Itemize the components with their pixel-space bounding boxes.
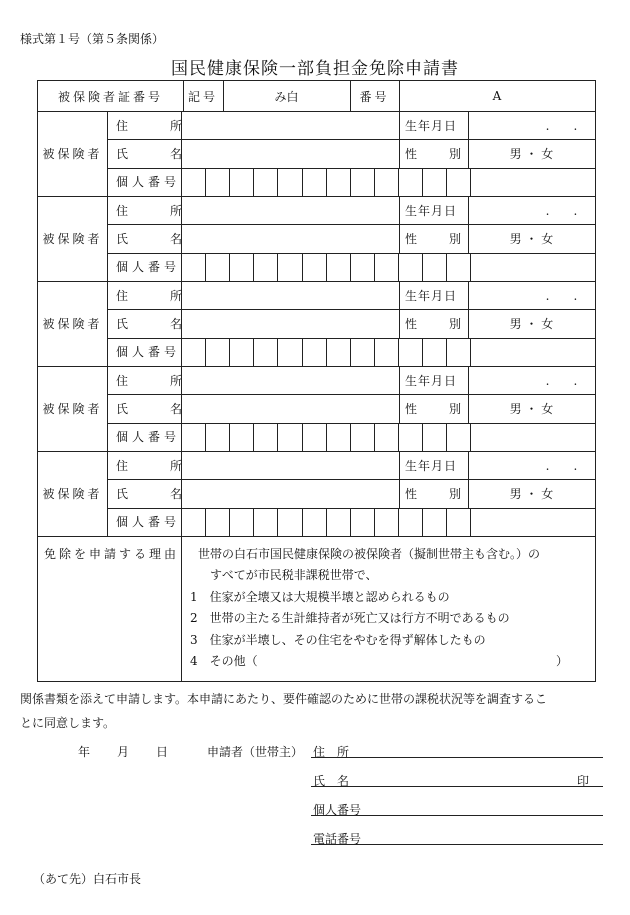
personal-number-digit-box[interactable] — [229, 253, 253, 281]
personal-number-digit-box[interactable] — [422, 253, 446, 281]
address-label — [116, 281, 225, 309]
insured-group-label: 被保険者 — [42, 487, 103, 501]
name-label-text: 氏名 — [116, 146, 225, 161]
personal-number-digit-box[interactable] — [326, 423, 350, 451]
address-label — [116, 451, 225, 479]
birthdate-label: 生年月日 — [405, 288, 458, 303]
personal-number-label: 個人番号 — [116, 175, 181, 190]
personal-number-digit-box[interactable] — [205, 508, 229, 536]
reason-intro-line1: 世帯の白石市国民健康保険の被保険者（擬制世帯主も含む。）の — [198, 547, 541, 561]
date-year[interactable]: 年 — [78, 745, 91, 759]
personal-number-digit-box[interactable] — [446, 508, 470, 536]
personal-number-digit-box[interactable] — [181, 508, 205, 536]
name-field[interactable] — [181, 394, 399, 422]
name-label — [116, 394, 225, 422]
gender-value[interactable]: 男 ・ 女 — [509, 316, 554, 331]
address-field[interactable] — [181, 196, 399, 224]
gender-value[interactable]: 男 ・ 女 — [509, 146, 554, 161]
seal-mark: 印 — [577, 774, 590, 788]
name-label — [116, 224, 225, 252]
gender-label: 性別 — [405, 231, 494, 246]
gender-label: 性別 — [405, 401, 494, 416]
personal-number-label: 個人番号 — [116, 515, 181, 530]
personal-number-digit-box[interactable] — [229, 508, 253, 536]
personal-number-digit-box[interactable] — [398, 253, 422, 281]
reason-option-2[interactable]: 2 世帯の主たる生計維持者が死亡又は行方不明であるもの — [190, 611, 510, 625]
address-label — [116, 111, 225, 139]
personal-number-digit-box[interactable] — [350, 508, 374, 536]
applicant-name-label: 氏 名 — [313, 774, 350, 788]
name-label — [116, 479, 225, 507]
personal-number-digit-box[interactable] — [350, 253, 374, 281]
personal-number-digit-box[interactable] — [326, 253, 350, 281]
personal-number-label: 個人番号 — [116, 430, 181, 445]
form-number: 様式第１号（第５条関係） — [20, 32, 165, 46]
personal-number-digit-box[interactable] — [253, 508, 277, 536]
personal-number-digit-box[interactable] — [205, 168, 229, 196]
personal-number-digit-box[interactable] — [326, 168, 350, 196]
personal-number-digit-box[interactable] — [181, 423, 205, 451]
name-label — [116, 309, 225, 337]
personal-number-digit-box[interactable] — [350, 338, 374, 366]
birthdate-value[interactable]: . . — [545, 118, 578, 133]
reason-intro-line2: すべてが市民税非課税世帯で、 — [210, 568, 378, 582]
personal-number-digit-box[interactable] — [181, 168, 205, 196]
personal-number-digit-box[interactable] — [302, 253, 326, 281]
page-title: 国民健康保険一部負担金免除申請書 — [171, 59, 459, 79]
personal-number-digit-box[interactable] — [422, 508, 446, 536]
symbol-label: 記号 — [187, 89, 218, 104]
name-label-text: 氏名 — [116, 231, 225, 246]
personal-number-digit-box[interactable] — [398, 168, 422, 196]
birthdate-label: 生年月日 — [405, 373, 458, 388]
insured-group-label: 被保険者 — [42, 402, 103, 416]
birthdate-value[interactable]: . . — [545, 458, 578, 473]
personal-number-digit-box[interactable] — [253, 423, 277, 451]
address-field[interactable] — [181, 366, 399, 394]
personal-number-digit-box[interactable] — [229, 168, 253, 196]
address-field[interactable] — [181, 281, 399, 309]
personal-number-digit-box[interactable] — [398, 338, 422, 366]
address-label-text: 住所 — [116, 458, 225, 473]
personal-number-label: 個人番号 — [116, 345, 181, 360]
insured-group-label: 被保険者 — [42, 232, 103, 246]
reason-label: 免除を申請する理由 — [44, 546, 180, 561]
personal-number-digit-box[interactable] — [398, 423, 422, 451]
reason-other-close: ） — [556, 654, 569, 668]
name-field[interactable] — [181, 224, 399, 252]
address-label-text: 住所 — [116, 203, 225, 218]
address-label-text: 住所 — [116, 373, 225, 388]
personal-number-digit-box[interactable] — [277, 423, 301, 451]
insured-card-number-label: 被保険者証番号 — [57, 89, 163, 104]
reason-option-4[interactable]: 4 その他（ — [190, 654, 258, 668]
personal-number-digit-box[interactable] — [374, 508, 398, 536]
personal-number-digit-box[interactable] — [398, 508, 422, 536]
applicant-name-field[interactable] — [311, 786, 603, 787]
personal-number-digit-box[interactable] — [326, 508, 350, 536]
personal-number-digit-box[interactable] — [302, 423, 326, 451]
personal-number-digit-box[interactable] — [277, 508, 301, 536]
personal-number-digit-box[interactable] — [229, 338, 253, 366]
personal-number-digit-box[interactable] — [446, 253, 470, 281]
personal-number-label: 個人番号 — [116, 260, 181, 275]
personal-number-digit-box[interactable] — [205, 423, 229, 451]
applicant-phone-field[interactable] — [311, 844, 603, 845]
name-label-text: 氏名 — [116, 316, 225, 331]
applicant-id-label: 個人番号 — [313, 803, 362, 817]
personal-number-digit-box[interactable] — [253, 168, 277, 196]
birthdate-value[interactable]: . . — [545, 203, 578, 218]
birthdate-label: 生年月日 — [405, 458, 458, 473]
address-field[interactable] — [181, 451, 399, 479]
symbol-value[interactable]: み白 — [274, 89, 299, 104]
applicant-id-field[interactable] — [311, 815, 603, 816]
addressee: （あて先）白石市長 — [33, 872, 142, 886]
applicant-address-field[interactable] — [311, 757, 603, 758]
number-label: 番号 — [359, 89, 390, 104]
personal-number-digit-box[interactable] — [446, 168, 470, 196]
number-value[interactable]: A — [492, 89, 502, 103]
personal-number-digit-box[interactable] — [374, 253, 398, 281]
gender-value[interactable]: 男 ・ 女 — [509, 401, 554, 416]
date-day[interactable]: 日 — [156, 745, 169, 759]
name-field[interactable] — [181, 479, 399, 507]
consent-line-2: とに同意します。 — [20, 716, 116, 730]
personal-number-digit-box[interactable] — [446, 423, 470, 451]
gender-label: 性別 — [405, 316, 494, 331]
personal-number-digit-box[interactable] — [422, 338, 446, 366]
reason-option-1[interactable]: 1 住家が全壊又は大規模半壊と認められるもの — [190, 590, 450, 604]
birthdate-label: 生年月日 — [405, 203, 458, 218]
birthdate-label: 生年月日 — [405, 118, 458, 133]
insured-group-label: 被保険者 — [42, 317, 103, 331]
personal-number-digit-box[interactable] — [253, 338, 277, 366]
name-field[interactable] — [181, 139, 399, 167]
name-label — [116, 139, 225, 167]
personal-number-digit-box[interactable] — [302, 338, 326, 366]
personal-number-digit-box[interactable] — [374, 338, 398, 366]
applicant-phone-label: 電話番号 — [313, 832, 362, 846]
date-month[interactable]: 月 — [117, 745, 130, 759]
name-field[interactable] — [181, 309, 399, 337]
birthdate-value[interactable]: . . — [545, 373, 578, 388]
address-label — [116, 366, 225, 394]
consent-line-1: 関係書類を添えて申請します。本申請にあたり、要件確認のために世帯の課税状況等を調査するこ — [20, 692, 548, 706]
personal-number-digit-box[interactable] — [374, 423, 398, 451]
personal-number-digit-box[interactable] — [181, 253, 205, 281]
personal-number-digit-box[interactable] — [181, 338, 205, 366]
personal-number-digit-box[interactable] — [422, 423, 446, 451]
applicant-label: 申請者（世帯主） — [207, 745, 304, 759]
personal-number-digit-box[interactable] — [302, 168, 326, 196]
personal-number-digit-box[interactable] — [277, 168, 301, 196]
personal-number-digit-box[interactable] — [229, 423, 253, 451]
address-label-text: 住所 — [116, 118, 225, 133]
gender-label: 性別 — [405, 146, 494, 161]
address-label-text: 住所 — [116, 288, 225, 303]
name-label-text: 氏名 — [116, 401, 225, 416]
personal-number-digit-box[interactable] — [277, 253, 301, 281]
address-label — [116, 196, 225, 224]
gender-label: 性別 — [405, 486, 494, 501]
gender-value[interactable]: 男 ・ 女 — [509, 231, 554, 246]
personal-number-digit-box[interactable] — [277, 338, 301, 366]
personal-number-digit-box[interactable] — [326, 338, 350, 366]
address-field[interactable] — [181, 111, 399, 139]
applicant-address-label: 住 所 — [313, 745, 350, 759]
personal-number-digit-box[interactable] — [205, 338, 229, 366]
insured-group-label: 被保険者 — [42, 147, 103, 161]
personal-number-digit-box[interactable] — [446, 338, 470, 366]
gender-value[interactable]: 男 ・ 女 — [509, 486, 554, 501]
personal-number-digit-box[interactable] — [374, 168, 398, 196]
personal-number-digit-box[interactable] — [253, 253, 277, 281]
application-form-table — [37, 80, 596, 682]
personal-number-digit-box[interactable] — [205, 253, 229, 281]
name-label-text: 氏名 — [116, 486, 225, 501]
personal-number-digit-box[interactable] — [350, 168, 374, 196]
birthdate-value[interactable]: . . — [545, 288, 578, 303]
reason-option-3[interactable]: 3 住家が半壊し、その住宅をやむを得ず解体したもの — [190, 633, 486, 647]
personal-number-digit-box[interactable] — [422, 168, 446, 196]
personal-number-digit-box[interactable] — [350, 423, 374, 451]
personal-number-digit-box[interactable] — [302, 508, 326, 536]
